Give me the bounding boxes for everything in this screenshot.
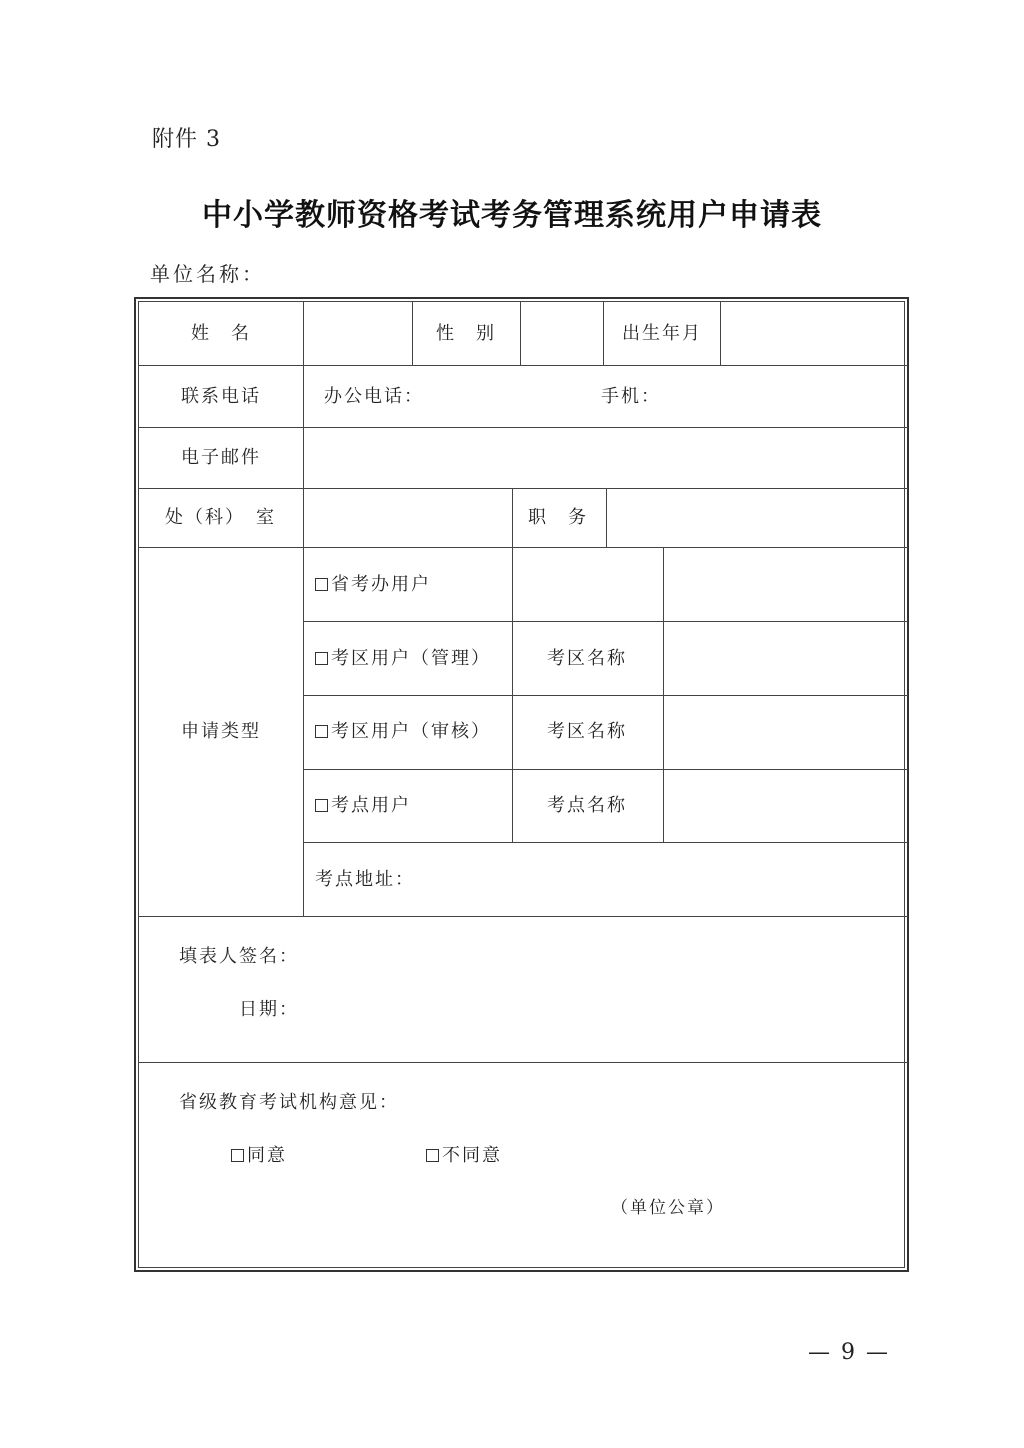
row-line [139, 365, 908, 366]
gender-label: 性 别 [436, 323, 496, 344]
agree-option[interactable] [231, 1147, 287, 1165]
checkbox-icon[interactable] [315, 578, 328, 591]
row-line [139, 488, 908, 489]
birth-label: 出生年月 [622, 323, 702, 344]
type-option-district-review[interactable] [315, 723, 491, 741]
disagree-label: 不同意 [442, 1145, 502, 1166]
exam-address-label: 考点地址： [315, 869, 415, 890]
exam-site-name-label: 考点名称 [547, 795, 627, 816]
type-option-province[interactable] [315, 576, 431, 594]
type-option-district-manage[interactable] [315, 650, 491, 668]
row-line [139, 916, 908, 917]
type-option-exam-site[interactable] [315, 797, 411, 815]
mobile-label: 手机： [601, 386, 661, 407]
checkbox-icon[interactable] [231, 1149, 244, 1162]
page-number: — 9 — [808, 1340, 890, 1365]
district-name-label: 考区名称 [547, 648, 627, 669]
seal-label: （单位公章） [611, 1198, 725, 1218]
row-line [139, 1062, 908, 1063]
signer-label: 填表人签名： [179, 946, 299, 967]
col-line [412, 302, 413, 365]
checkbox-icon[interactable] [315, 652, 328, 665]
office-phone-label: 办公电话： [324, 386, 424, 407]
col-line [606, 488, 607, 547]
col-line [520, 302, 521, 365]
position-label: 职 务 [528, 507, 588, 528]
checkbox-icon[interactable] [315, 799, 328, 812]
dept-label: 处（科） 室 [165, 507, 276, 528]
type-option-label: 考区用户（审核） [331, 721, 491, 742]
checkbox-icon[interactable] [315, 725, 328, 738]
col-line [720, 302, 721, 365]
row-line [139, 547, 908, 548]
form-title: 中小学教师资格考试考务管理系统用户申请表 [202, 198, 822, 233]
type-option-label: 省考办用户 [331, 574, 431, 595]
date-label: 日期： [239, 999, 299, 1020]
agree-label: 同意 [247, 1145, 287, 1166]
contact-label: 联系电话 [181, 386, 261, 407]
form-inner-border [138, 301, 905, 1268]
row-line [303, 621, 908, 622]
type-option-label: 考点用户 [331, 795, 411, 816]
checkbox-icon[interactable] [426, 1149, 439, 1162]
row-line [139, 427, 908, 428]
disagree-option[interactable] [426, 1147, 502, 1165]
col-line [303, 302, 304, 916]
row-line [303, 842, 908, 843]
attachment-label: 附件 3 [152, 127, 221, 152]
type-option-label: 考区用户（管理） [331, 648, 491, 669]
col-line [663, 547, 664, 842]
opinion-label: 省级教育考试机构意见： [179, 1092, 399, 1113]
name-label: 姓 名 [191, 323, 251, 344]
application-form [134, 297, 909, 1272]
email-label: 电子邮件 [181, 447, 261, 468]
apply-type-label: 申请类型 [181, 721, 261, 742]
row-line [303, 769, 908, 770]
col-line [512, 488, 513, 842]
unit-name-label: 单位名称： [150, 262, 265, 286]
district-name-label: 考区名称 [547, 721, 627, 742]
col-line [603, 302, 604, 365]
row-line [303, 695, 908, 696]
